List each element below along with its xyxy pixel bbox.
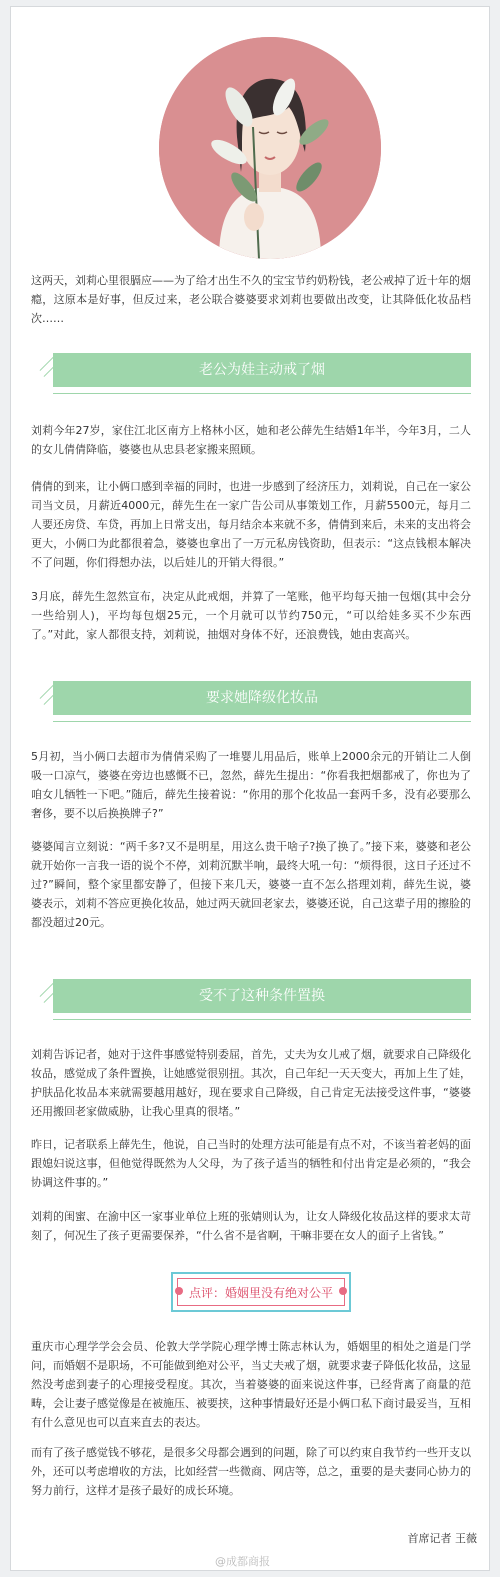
section-3-paragraph-3: 刘莉的闺蜜、在渝中区一家事业单位上班的张婧则认为，让女人降级化妆品这样的要求太苛刻了，何况生了孩子更需要保养，“什么省不是省啊，干嘛非要在女人的面子上省钱。” bbox=[31, 1210, 471, 1242]
weibo-watermark: @成都商报 bbox=[215, 1555, 270, 1568]
section-3-paragraph-2: 昨日，记者联系上薛先生，他说，自己当时的处理方法可能是有点不对，不该当着老妈的面跟媳妇说这事，但他觉得既然为人父母，为了孩子适当的牺牲和付出肯定是必须的，“我会协调这件事的。” bbox=[31, 1138, 471, 1189]
section-banner-1 bbox=[27, 343, 475, 403]
section-heading: 要求她降级化妆品 bbox=[206, 690, 318, 706]
section-1-paragraph-3: 3月底，薛先生忽然宣布，决定从此戒烟，并算了一笔账，他平均每天抽一包烟(其中会分一些给别人)，平均每包烟25元，一个月就可以节约750元，“可以给娃多买不少东西了。”对此，家人都很支持，刘莉说，抽烟对身体不好，还浪费钱，她由衷高兴。 bbox=[31, 590, 471, 641]
section-1-paragraph-1: 刘莉今年27岁，家住江北区南方上格林小区，她和老公薛先生结婚1年半，今年3月，二人的女儿倩倩降临，婆婆也从忠县老家搬来照顾。 bbox=[31, 424, 471, 456]
woman-with-leaves-illustration bbox=[159, 37, 381, 259]
comment-badge bbox=[171, 1272, 351, 1312]
section-heading-bar bbox=[53, 353, 471, 387]
closing-paragraph-1: 重庆市心理学学会会员、伦敦大学学院心理学博士陈志林认为，婚姻里的相处之道是门学问，而婚姻不是职场，不可能做到绝对公平，当丈夫戒了烟，就要求妻子降低化妆品，这显然没考虑到妻子的心理接受程度。其次，当着婆婆的面来说这件事，已经背离了商量的范畴，会让妻子感觉像是在被施压、被要挟，这种事情最好还是小俩口私下商讨最妥当，互相有什么意见也可以直来直去的表达。 bbox=[31, 1340, 471, 1429]
banner-underline bbox=[53, 393, 471, 394]
section-heading-bar bbox=[53, 681, 471, 715]
comment-inner-frame bbox=[177, 1278, 345, 1306]
banner-underline bbox=[53, 1019, 471, 1020]
comment-label: 点评：婚姻里没有绝对公平 bbox=[188, 1286, 333, 1300]
intro-paragraph: 这两天，刘莉心里很膈应——为了给才出生不久的宝宝节约奶粉钱，老公戒掉了近十年的烟瘾，这原本是好事，但反过来，老公联合婆婆要求刘莉也要做出改变，让其降低化妆品档次…… bbox=[31, 274, 471, 325]
section-1-paragraph-2: 倩倩的到来，让小俩口感到幸福的同时，也进一步感到了经济压力，刘莉说，自己在一家公司当文员，月薪近4000元，薛先生在一家广告公司从事策划工作，月薪5500元，每月二人要还房贷、车贷，再加上日常支出，每月结余本来就不多，倩倩到来后，未来的支出将会更大，小俩口为此都很着急，婆婆也拿出了一万元私房钱资助，但表示：“这点钱根本解决不了问题，你们得想办法，以后娃儿的开销大得很。” bbox=[31, 480, 471, 569]
section-banner-2 bbox=[27, 671, 475, 731]
section-3-paragraph-1: 刘莉告诉记者，她对于这件事感觉特别委屈，首先，丈夫为女儿戒了烟，就要求自己降级化妆品，感觉成了条件置换，让她感觉很别扭。其次，自己年纪一天天变大，再加上生了娃，护肤品化妆品本来就需要越用越好，现在要求自己降级，自己肯定无法接受这件事，“婆婆还用搬回老家做威胁，让我心里真的很堵。” bbox=[31, 1048, 471, 1118]
section-2-paragraph-1: 5月初，当小俩口去超市为倩倩采购了一堆婴儿用品后，账单上2000余元的开销让二人倒吸一口凉气，婆婆在旁边也感慨不已，忽然，薛先生提出：“你看我把烟都戒了，你也为了咱女儿牺牲一下吧。”随后，薛先生接着说：“你用的那个化妆品一套两千多，没有必要那么奢侈，要不以后换换牌子?” bbox=[31, 750, 471, 820]
closing-paragraph-2: 而有了孩子感觉钱不够花，是很多父母都会遇到的问题，除了可以约束自我节约一些开支以外，还可以考虑增收的方法，比如经营一些微商、网店等，总之，重要的是夫妻同心协力的努力前行，这样才是孩子最好的成长环境。 bbox=[31, 1446, 471, 1497]
banner-underline bbox=[53, 721, 471, 722]
comment-dot-right bbox=[339, 1287, 347, 1295]
section-heading: 受不了这种条件置换 bbox=[199, 988, 325, 1004]
section-2-paragraph-2: 婆婆闻言立刻说：“两千多?又不是明星，用这么贵干啥子?换了换了。”接下来，婆婆和老公就开始你一言我一语的说个不停，刘莉沉默半响，最终大吼一句：“烦得很，这日子还过不过?”瞬间，整个家里都安静了，但接下来几天，婆婆一直不怎么搭理刘莉，薛先生说，婆婆表示，刘莉不答应更换化妆品，她过两天就回老家去，婆婆还说，自己这辈子用的擦脸的都没超过20元。 bbox=[31, 840, 471, 929]
section-banner-3 bbox=[27, 969, 475, 1029]
section-heading: 老公为娃主动戒了烟 bbox=[199, 362, 325, 378]
article-page bbox=[10, 6, 490, 1571]
author-byline: 首席记者 王薇 bbox=[407, 1532, 477, 1545]
comment-dot-left bbox=[175, 1287, 183, 1295]
header-illustration bbox=[159, 37, 381, 259]
section-heading-bar bbox=[53, 979, 471, 1013]
